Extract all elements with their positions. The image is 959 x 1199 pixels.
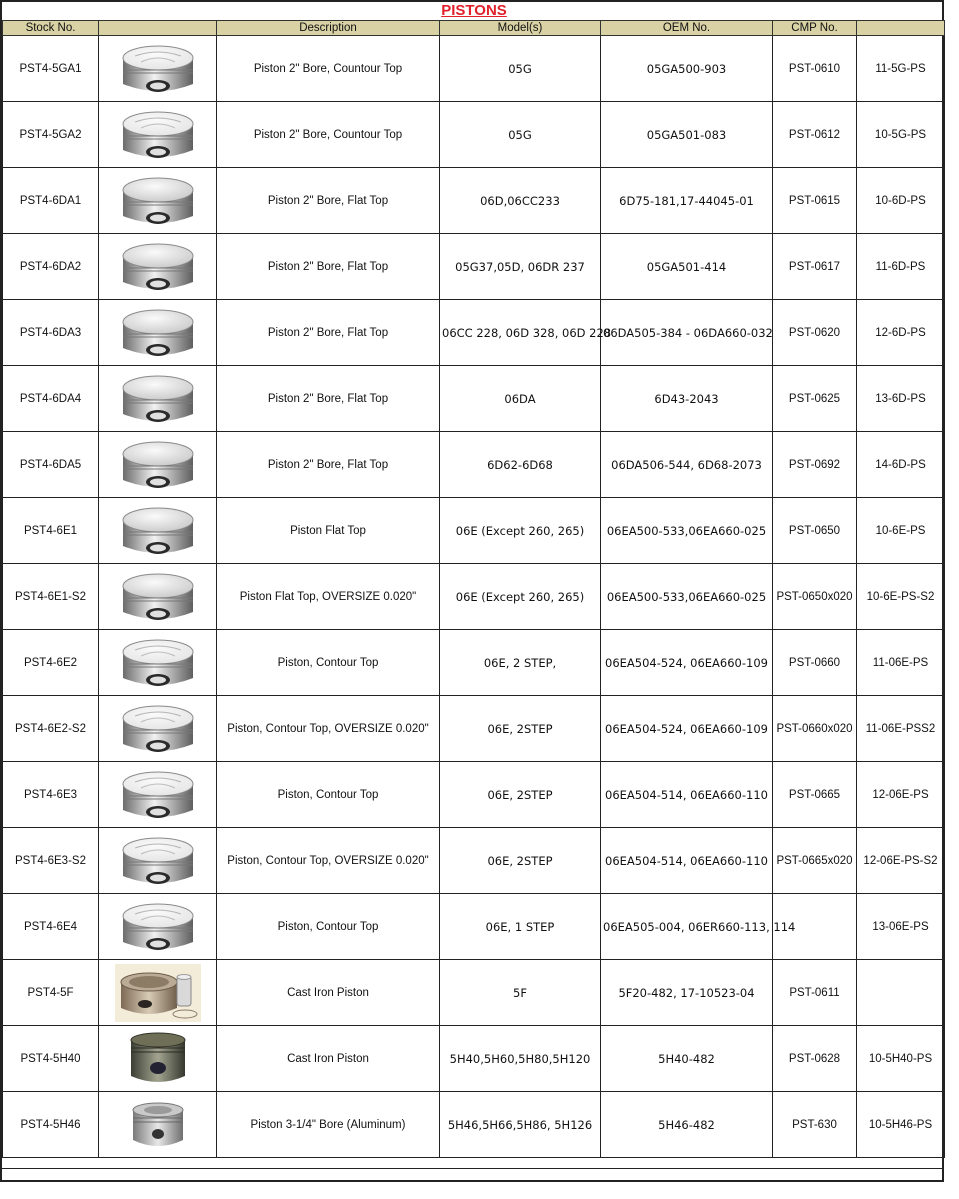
model-cell: 5H46,5H66,5H86, 5H126 bbox=[440, 1092, 601, 1158]
description-cell: Cast Iron Piston bbox=[217, 960, 440, 1026]
cmp-no-cell: PST-0650x020 bbox=[773, 564, 857, 630]
table-row bbox=[3, 630, 945, 696]
ref-no-cell: 12-06E-PS-S2 bbox=[857, 828, 945, 894]
header-models: Model(s) bbox=[440, 21, 601, 36]
oem-no-cell: 06EA500-533,06EA660-025 bbox=[601, 564, 773, 630]
piston-flat-top-photo bbox=[115, 238, 201, 296]
header-ref bbox=[857, 21, 945, 36]
cmp-no-cell: PST-0660 bbox=[773, 630, 857, 696]
header-stock-no: Stock No. bbox=[3, 21, 99, 36]
model-cell: 06E, 2 STEP, bbox=[440, 630, 601, 696]
piston-image-cell bbox=[99, 1092, 217, 1158]
piston-flat-top-photo bbox=[115, 436, 201, 494]
description-cell: Cast Iron Piston bbox=[217, 1026, 440, 1092]
piston-image-cell bbox=[99, 300, 217, 366]
description-cell: Piston, Contour Top bbox=[217, 762, 440, 828]
model-cell: 06DA bbox=[440, 366, 601, 432]
stock-no-cell: PST4-6E4 bbox=[3, 894, 99, 960]
piston-image-cell bbox=[99, 960, 217, 1026]
model-cell: 6D62-6D68 bbox=[440, 432, 601, 498]
piston-flat-top-photo bbox=[115, 502, 201, 560]
oem-no-cell: 5H40-482 bbox=[601, 1026, 773, 1092]
description-cell: Piston 2" Bore, Flat Top bbox=[217, 366, 440, 432]
bottom-rule bbox=[2, 1168, 944, 1169]
model-cell: 06E, 1 STEP bbox=[440, 894, 601, 960]
ref-no-cell: 12-6D-PS bbox=[857, 300, 945, 366]
oem-no-cell: 06EA504-524, 06EA660-109 bbox=[601, 696, 773, 762]
cmp-no-cell: PST-0650 bbox=[773, 498, 857, 564]
piston-image-cell bbox=[99, 168, 217, 234]
stock-no-cell: PST4-6DA1 bbox=[3, 168, 99, 234]
cmp-no-cell: PST-0611 bbox=[773, 960, 857, 1026]
piston-image-cell bbox=[99, 498, 217, 564]
ref-no-cell: 10-6E-PS-S2 bbox=[857, 564, 945, 630]
header-row bbox=[3, 21, 945, 36]
piston-contour-top-photo bbox=[115, 106, 201, 164]
table-row bbox=[3, 762, 945, 828]
piston-flat-top-photo bbox=[115, 172, 201, 230]
piston-flat-top-photo bbox=[115, 568, 201, 626]
ref-no-cell: 10-5H46-PS bbox=[857, 1092, 945, 1158]
cmp-no-cell: PST-0625 bbox=[773, 366, 857, 432]
model-cell: 06E, 2STEP bbox=[440, 762, 601, 828]
model-cell: 06E (Except 260, 265) bbox=[440, 564, 601, 630]
table-row bbox=[3, 960, 945, 1026]
description-cell: Piston, Contour Top, OVERSIZE 0.020" bbox=[217, 696, 440, 762]
model-cell: 06D,06CC233 bbox=[440, 168, 601, 234]
oem-no-cell: 6D43-2043 bbox=[601, 366, 773, 432]
ref-no-cell: 11-06E-PSS2 bbox=[857, 696, 945, 762]
ref-no-cell: 14-6D-PS bbox=[857, 432, 945, 498]
description-cell: Piston 2" Bore, Flat Top bbox=[217, 234, 440, 300]
stock-no-cell: PST4-6E3-S2 bbox=[3, 828, 99, 894]
cmp-no-cell: PST-0610 bbox=[773, 36, 857, 102]
oem-no-cell: 06DA505-384 - 06DA660-032 bbox=[601, 300, 773, 366]
oem-no-cell: 5F20-482, 17-10523-04 bbox=[601, 960, 773, 1026]
table-row bbox=[3, 36, 945, 102]
model-cell: 06E (Except 260, 265) bbox=[440, 498, 601, 564]
model-cell: 05G bbox=[440, 102, 601, 168]
table-row bbox=[3, 1026, 945, 1092]
stock-no-cell: PST4-5H46 bbox=[3, 1092, 99, 1158]
piston-image-cell bbox=[99, 1026, 217, 1092]
cmp-no-cell: PST-0692 bbox=[773, 432, 857, 498]
oem-no-cell: 05GA501-414 bbox=[601, 234, 773, 300]
piston-contour-top-photo bbox=[115, 700, 201, 758]
stock-no-cell: PST4-6DA2 bbox=[3, 234, 99, 300]
cmp-no-cell: PST-0628 bbox=[773, 1026, 857, 1092]
oem-no-cell: 06EA505-004, 06ER660-113, 114 bbox=[601, 894, 773, 960]
stock-no-cell: PST4-6E2-S2 bbox=[3, 696, 99, 762]
piston-contour-top-photo bbox=[115, 898, 201, 956]
stock-no-cell: PST4-5F bbox=[3, 960, 99, 1026]
piston-contour-top-photo bbox=[115, 766, 201, 824]
piston-flat-top-photo bbox=[115, 370, 201, 428]
cast-iron-piston-kit-photo bbox=[115, 964, 201, 1022]
oem-no-cell: 6D75-181,17-44045-01 bbox=[601, 168, 773, 234]
piston-contour-top-photo bbox=[115, 832, 201, 890]
stock-no-cell: PST4-5H40 bbox=[3, 1026, 99, 1092]
model-cell: 06E, 2STEP bbox=[440, 696, 601, 762]
ref-no-cell: 11-06E-PS bbox=[857, 630, 945, 696]
page-title: PISTONS bbox=[441, 2, 507, 19]
oem-no-cell: 05GA501-083 bbox=[601, 102, 773, 168]
ref-no-cell: 10-6E-PS bbox=[857, 498, 945, 564]
description-cell: Piston Flat Top, OVERSIZE 0.020" bbox=[217, 564, 440, 630]
model-cell: 05G37,05D, 06DR 237 bbox=[440, 234, 601, 300]
oem-no-cell: 05GA500-903 bbox=[601, 36, 773, 102]
description-cell: Piston 2" Bore, Flat Top bbox=[217, 168, 440, 234]
table-row bbox=[3, 1092, 945, 1158]
model-cell: 5H40,5H60,5H80,5H120 bbox=[440, 1026, 601, 1092]
ref-no-cell: 10-5G-PS bbox=[857, 102, 945, 168]
piston-flat-top-photo bbox=[115, 304, 201, 362]
cmp-no-cell: PST-0665x020 bbox=[773, 828, 857, 894]
cmp-no-cell: PST-0620 bbox=[773, 300, 857, 366]
piston-image-cell bbox=[99, 36, 217, 102]
piston-image-cell bbox=[99, 630, 217, 696]
ref-no-cell: 13-6D-PS bbox=[857, 366, 945, 432]
header-oem-no: OEM No. bbox=[601, 21, 773, 36]
oem-no-cell: 06EA504-524, 06EA660-109 bbox=[601, 630, 773, 696]
piston-image-cell bbox=[99, 564, 217, 630]
table-row bbox=[3, 102, 945, 168]
stock-no-cell: PST4-5GA2 bbox=[3, 102, 99, 168]
header-image bbox=[99, 21, 217, 36]
stock-no-cell: PST4-6DA3 bbox=[3, 300, 99, 366]
piston-image-cell bbox=[99, 234, 217, 300]
cmp-no-cell: PST-0660x020 bbox=[773, 696, 857, 762]
model-cell: 05G bbox=[440, 36, 601, 102]
header-description: Description bbox=[217, 21, 440, 36]
cmp-no-cell: PST-630 bbox=[773, 1092, 857, 1158]
pistons-table bbox=[2, 20, 945, 1158]
table-row bbox=[3, 564, 945, 630]
piston-image-cell bbox=[99, 366, 217, 432]
ref-no-cell bbox=[857, 960, 945, 1026]
ref-no-cell: 13-06E-PS bbox=[857, 894, 945, 960]
cmp-no-cell: PST-0612 bbox=[773, 102, 857, 168]
stock-no-cell: PST4-6E1 bbox=[3, 498, 99, 564]
table-row bbox=[3, 300, 945, 366]
model-cell: 5F bbox=[440, 960, 601, 1026]
ref-no-cell: 11-6D-PS bbox=[857, 234, 945, 300]
cmp-no-cell: PST-0615 bbox=[773, 168, 857, 234]
ref-no-cell: 10-6D-PS bbox=[857, 168, 945, 234]
table-row bbox=[3, 168, 945, 234]
piston-image-cell bbox=[99, 828, 217, 894]
model-cell: 06CC 228, 06D 328, 06D 228 bbox=[440, 300, 601, 366]
description-cell: Piston Flat Top bbox=[217, 498, 440, 564]
piston-image-cell bbox=[99, 432, 217, 498]
oem-no-cell: 06EA500-533,06EA660-025 bbox=[601, 498, 773, 564]
oem-no-cell: 06EA504-514, 06EA660-110 bbox=[601, 762, 773, 828]
ref-no-cell: 11-5G-PS bbox=[857, 36, 945, 102]
description-cell: Piston 2" Bore, Countour Top bbox=[217, 102, 440, 168]
description-cell: Piston, Contour Top bbox=[217, 630, 440, 696]
table-row bbox=[3, 894, 945, 960]
table-row bbox=[3, 234, 945, 300]
table-row bbox=[3, 366, 945, 432]
stock-no-cell: PST4-6DA5 bbox=[3, 432, 99, 498]
piston-contour-top-photo bbox=[115, 634, 201, 692]
cmp-no-cell: PST-0617 bbox=[773, 234, 857, 300]
stock-no-cell: PST4-6E2 bbox=[3, 630, 99, 696]
header-cmp-no: CMP No. bbox=[773, 21, 857, 36]
ref-no-cell: 10-5H40-PS bbox=[857, 1026, 945, 1092]
description-cell: Piston 2" Bore, Flat Top bbox=[217, 300, 440, 366]
piston-image-cell bbox=[99, 762, 217, 828]
table-row bbox=[3, 696, 945, 762]
cast-iron-piston-photo bbox=[115, 1030, 201, 1088]
table-row bbox=[3, 828, 945, 894]
aluminum-piston-photo bbox=[115, 1096, 201, 1154]
table-row bbox=[3, 432, 945, 498]
oem-no-cell: 06DA506-544, 6D68-2073 bbox=[601, 432, 773, 498]
oem-no-cell: 5H46-482 bbox=[601, 1092, 773, 1158]
stock-no-cell: PST4-6E3 bbox=[3, 762, 99, 828]
cmp-no-cell: PST-0665 bbox=[773, 762, 857, 828]
piston-image-cell bbox=[99, 102, 217, 168]
description-cell: Piston 3-1/4" Bore (Aluminum) bbox=[217, 1092, 440, 1158]
description-cell: Piston 2" Bore, Countour Top bbox=[217, 36, 440, 102]
ref-no-cell: 12-06E-PS bbox=[857, 762, 945, 828]
stock-no-cell: PST4-6E1-S2 bbox=[3, 564, 99, 630]
table-row bbox=[3, 498, 945, 564]
description-cell: Piston, Contour Top bbox=[217, 894, 440, 960]
model-cell: 06E, 2STEP bbox=[440, 828, 601, 894]
piston-image-cell bbox=[99, 894, 217, 960]
stock-no-cell: PST4-5GA1 bbox=[3, 36, 99, 102]
piston-contour-top-photo bbox=[115, 40, 201, 98]
piston-image-cell bbox=[99, 696, 217, 762]
description-cell: Piston 2" Bore, Flat Top bbox=[217, 432, 440, 498]
stock-no-cell: PST4-6DA4 bbox=[3, 366, 99, 432]
oem-no-cell: 06EA504-514, 06EA660-110 bbox=[601, 828, 773, 894]
description-cell: Piston, Contour Top, OVERSIZE 0.020" bbox=[217, 828, 440, 894]
